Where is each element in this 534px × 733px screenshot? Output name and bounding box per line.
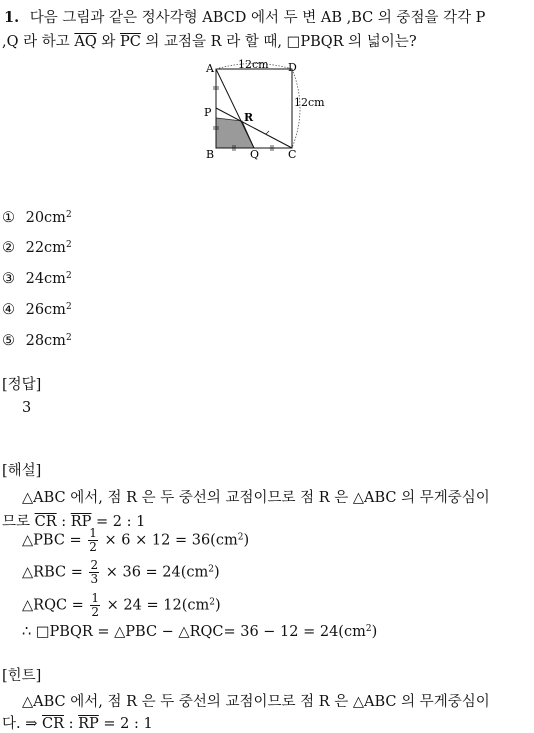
- choice-2-value: 22cm: [25, 240, 66, 256]
- label-q: Q: [250, 148, 260, 161]
- eq-rbc-lhs: △RBC =: [22, 564, 83, 581]
- question-line-2: [2, 30, 417, 51]
- exp: 2: [237, 532, 244, 543]
- explanation-text-2a: 므로: [2, 514, 31, 530]
- exp: 2: [365, 624, 372, 634]
- eq-pbc: [22, 527, 249, 554]
- choice-2[interactable]: [2, 240, 72, 256]
- eq-pbc-rhs: × 6 × 12 = 36(cm: [104, 532, 238, 549]
- question-number: 1.: [4, 9, 20, 26]
- label-top-length: 12cm: [238, 58, 269, 71]
- choice-3-exp: 2: [65, 271, 72, 281]
- eq-final: [22, 624, 377, 640]
- frac-rbc: [89, 559, 99, 586]
- choice-1[interactable]: [2, 210, 72, 226]
- explanation-heading: [해설]: [2, 463, 42, 479]
- close-paren: ): [214, 564, 220, 581]
- eq-final-text: ∴ □PBQR = △PBC − △RQC= 36 − 12 = 24(cm: [22, 624, 366, 640]
- choice-2-exp: 2: [65, 240, 72, 250]
- frac-num: 2: [90, 558, 99, 572]
- segment-cr: $\overline{CR}$: [41, 716, 64, 732]
- close-paren: ): [371, 624, 378, 640]
- ratio: = 2 : 1: [96, 514, 146, 530]
- choice-5[interactable]: [2, 333, 72, 349]
- eq-rbc: [22, 559, 220, 586]
- colon: :: [61, 514, 67, 530]
- segment-rp: $\overline{RP}$: [78, 716, 99, 732]
- segment-pc: $\overline{PC}$: [119, 34, 141, 50]
- eq-pbc-lhs: △PBC =: [22, 532, 82, 549]
- eq-rqc: [22, 592, 221, 619]
- choice-4-mark: ④: [2, 302, 15, 318]
- choice-3[interactable]: [2, 271, 72, 287]
- choice-5-value: 28cm: [25, 333, 66, 349]
- eq-rqc-rhs: × 24 = 12(cm: [106, 597, 210, 614]
- frac-den: 2: [91, 605, 100, 619]
- choice-1-exp: 2: [65, 210, 72, 220]
- choice-4-value: 26cm: [25, 302, 66, 318]
- label-b: B: [206, 148, 215, 161]
- frac-den: 2: [89, 540, 97, 554]
- exp: 2: [208, 564, 215, 575]
- segment-aq: $\overline{AQ}$: [74, 34, 97, 50]
- hint-line-2: [2, 712, 153, 733]
- label-r: R: [244, 111, 254, 124]
- close-paren: ): [214, 597, 221, 614]
- question-text-1: 다음 그림과 같은 정사각형 ABCD 에서 두 변 AB ,BC 의 중점을 각각 P: [29, 10, 486, 26]
- label-d: D: [288, 61, 297, 74]
- ratio: = 2 : 1: [103, 716, 153, 732]
- segment-rp: $\overline{RP}$: [70, 514, 92, 530]
- answer-heading: [정답]: [2, 377, 42, 393]
- explanation-line-1: △ABC 에서, 점 R 은 두 중선의 교점이므로 점 R 은 △ABC 의 무게중심이: [22, 490, 490, 506]
- question-line-1: [4, 6, 485, 27]
- eq-rqc-lhs: △RQC =: [22, 597, 84, 614]
- question-text-2a: ,Q 라 하고: [2, 34, 70, 50]
- frac-pbc: [88, 527, 98, 554]
- label-right-length: 12cm: [294, 96, 325, 109]
- label-c: C: [288, 148, 297, 161]
- choice-4[interactable]: [2, 302, 72, 318]
- question-text-2c: 의 교점을 R 라 할 때, □PBQR 의 넓이는?: [145, 34, 417, 50]
- choice-5-exp: 2: [65, 333, 72, 343]
- hint-line-1: △ABC 에서, 점 R 은 두 중선의 교점이므로 점 R 은 △ABC 의 무게중심이: [22, 694, 490, 710]
- colon: :: [68, 716, 74, 732]
- segment-cr: $\overline{CR}$: [34, 514, 57, 530]
- hint-heading: [힌트]: [2, 668, 42, 684]
- frac-den: 3: [90, 572, 99, 586]
- frac-rqc: [90, 592, 100, 619]
- hint-text-2a: 다. ⇒: [2, 716, 38, 732]
- choice-4-exp: 2: [65, 302, 72, 312]
- frac-num: 1: [89, 526, 97, 540]
- frac-num: 1: [91, 591, 100, 605]
- choice-2-mark: ②: [2, 240, 15, 256]
- exp: 2: [209, 597, 215, 608]
- choice-3-mark: ③: [2, 271, 15, 287]
- square-figure: [200, 58, 340, 168]
- question-text-2b: 와: [101, 34, 116, 50]
- close-paren: ): [243, 532, 250, 549]
- choice-1-mark: ①: [2, 210, 15, 226]
- label-a: A: [206, 62, 214, 75]
- choice-3-value: 24cm: [25, 271, 66, 287]
- choice-1-value: 20cm: [25, 210, 66, 226]
- label-p: P: [204, 106, 212, 119]
- answer-value: 3: [22, 400, 32, 416]
- eq-rbc-rhs: × 36 = 24(cm: [105, 564, 209, 581]
- choice-5-mark: ⑤: [2, 333, 15, 349]
